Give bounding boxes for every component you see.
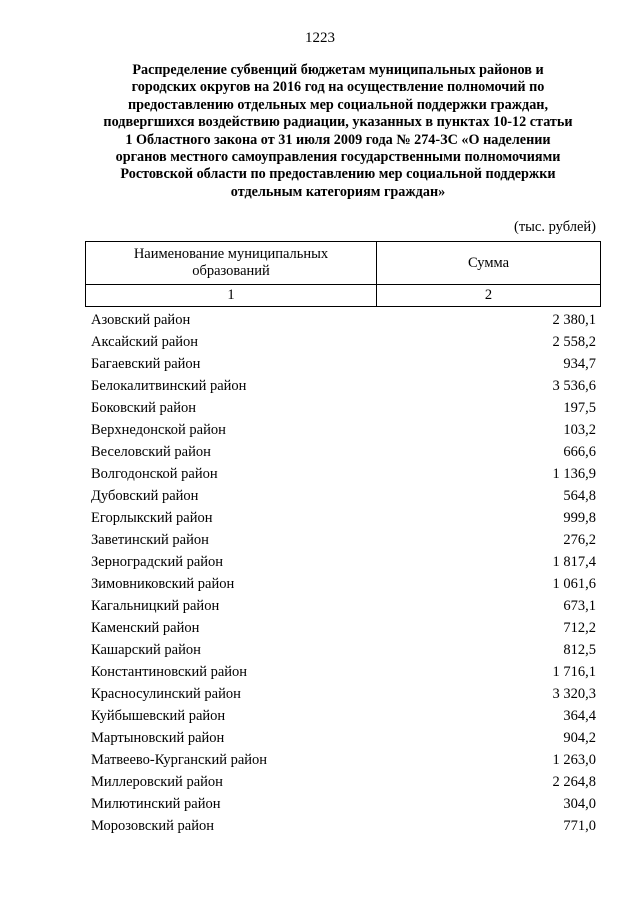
table-row (85, 705, 601, 727)
subvention-sum: 1 263,0 (552, 752, 596, 768)
table-row (85, 749, 601, 771)
municipality-name: Волгодонской район (91, 466, 218, 482)
subvention-sum: 999,8 (563, 510, 596, 526)
municipality-name: Азовский район (91, 312, 191, 328)
column-header-name (86, 242, 377, 285)
municipality-name: Дубовский район (91, 488, 199, 504)
subvention-sum: 3 320,3 (552, 686, 596, 702)
municipality-name: Каменский район (91, 620, 200, 636)
table-row (85, 463, 601, 485)
subvention-sum: 564,8 (563, 488, 596, 504)
table-row (85, 727, 601, 749)
title-line: городских округов на 2016 год на осуществление полномочий по (131, 79, 545, 96)
title-line: 1 Областного закона от 31 июля 2009 года № 274-ЗС «О наделении (125, 131, 551, 148)
table-row (85, 419, 601, 441)
municipality-name: Кагальницкий район (91, 598, 220, 614)
table-row (85, 639, 601, 661)
subvention-sum: 1 817,4 (552, 554, 596, 570)
municipality-name: Егорлыкский район (91, 510, 213, 526)
municipality-name: Матвеево-Курганский район (91, 752, 268, 768)
title-line: органов местного самоуправления государственными полномочиями (115, 149, 561, 166)
title-line: отдельным категориям граждан» (230, 183, 446, 200)
title-line: Распределение субвенций бюджетам муниципальных районов и (132, 62, 544, 78)
table-row (85, 683, 601, 705)
subvention-sum: 304,0 (563, 796, 596, 812)
column-header-name-text: Наименование муниципальных образований (133, 246, 329, 279)
table-row (85, 793, 601, 815)
subvention-sum: 812,5 (563, 642, 596, 658)
subvention-sum: 1 716,1 (552, 664, 596, 680)
municipality-name: Мартыновский район (91, 730, 225, 746)
subvention-sum: 2 380,1 (552, 312, 596, 328)
title-line: подвергшихся воздействию радиации, указанных в пунктах 10-12 статьи (103, 114, 573, 131)
municipality-name: Константиновский район (91, 664, 248, 680)
subvention-sum: 1 136,9 (552, 466, 596, 482)
subvention-sum: 666,6 (563, 444, 596, 460)
subvention-sum: 197,5 (563, 400, 596, 416)
document-title (92, 62, 584, 201)
table-row (85, 485, 601, 507)
table-row (85, 771, 601, 793)
column-number-1: 1 (86, 285, 377, 307)
table-row (85, 815, 601, 837)
page-number: 1223 (305, 30, 335, 46)
column-number-2: 2 (377, 285, 601, 307)
municipality-name: Боковский район (91, 400, 196, 416)
table-row (85, 529, 601, 551)
subvention-sum: 673,1 (563, 598, 596, 614)
title-line: предоставлению отдельных мер социальной поддержки граждан, (127, 96, 549, 113)
subvention-sum: 1 061,6 (552, 576, 596, 592)
municipality-name: Миллеровский район (91, 774, 223, 790)
municipality-name: Веселовский район (91, 444, 211, 460)
municipality-name: Кашарский район (91, 642, 201, 658)
municipality-name: Верхнедонской район (91, 422, 226, 438)
subvention-sum: 3 536,6 (552, 378, 596, 394)
municipality-name: Заветинский район (91, 532, 209, 548)
table-row (85, 573, 601, 595)
municipality-name: Милютинский район (91, 796, 221, 812)
municipality-name: Зерноградский район (91, 554, 224, 570)
subvention-sum: 2 264,8 (552, 774, 596, 790)
municipality-name: Куйбышевский район (91, 708, 226, 724)
data-table-body (85, 309, 601, 837)
municipality-name: Морозовский район (91, 818, 215, 834)
subvention-sum: 904,2 (563, 730, 596, 746)
table-row (85, 551, 601, 573)
municipality-name: Белокалитвинский район (91, 378, 247, 394)
subvention-sum: 364,4 (563, 708, 596, 724)
subvention-sum: 103,2 (563, 422, 596, 438)
table-row (85, 617, 601, 639)
subvention-sum: 771,0 (563, 818, 596, 834)
table-row (85, 595, 601, 617)
column-header-sum: Сумма (377, 242, 601, 285)
data-table (85, 309, 601, 837)
municipality-name: Зимовниковский район (91, 576, 235, 592)
table-row (85, 353, 601, 375)
municipality-name: Красносулинский район (91, 686, 241, 702)
municipality-name: Багаевский район (91, 356, 201, 372)
table-row (85, 331, 601, 353)
table-row (85, 661, 601, 683)
subvention-sum: 934,7 (563, 356, 596, 372)
table-row (85, 375, 601, 397)
table-header (85, 241, 601, 307)
subvention-sum: 712,2 (563, 620, 596, 636)
table-row (85, 441, 601, 463)
table-row (85, 397, 601, 419)
table-row (85, 309, 601, 331)
subvention-sum: 2 558,2 (552, 334, 596, 350)
table-row (85, 507, 601, 529)
subvention-sum: 276,2 (563, 532, 596, 548)
title-line: Ростовской области по предоставлению мер социальной поддержки (120, 166, 556, 183)
units-label: (тыс. рублей) (514, 219, 596, 235)
municipality-name: Аксайский район (91, 334, 199, 350)
